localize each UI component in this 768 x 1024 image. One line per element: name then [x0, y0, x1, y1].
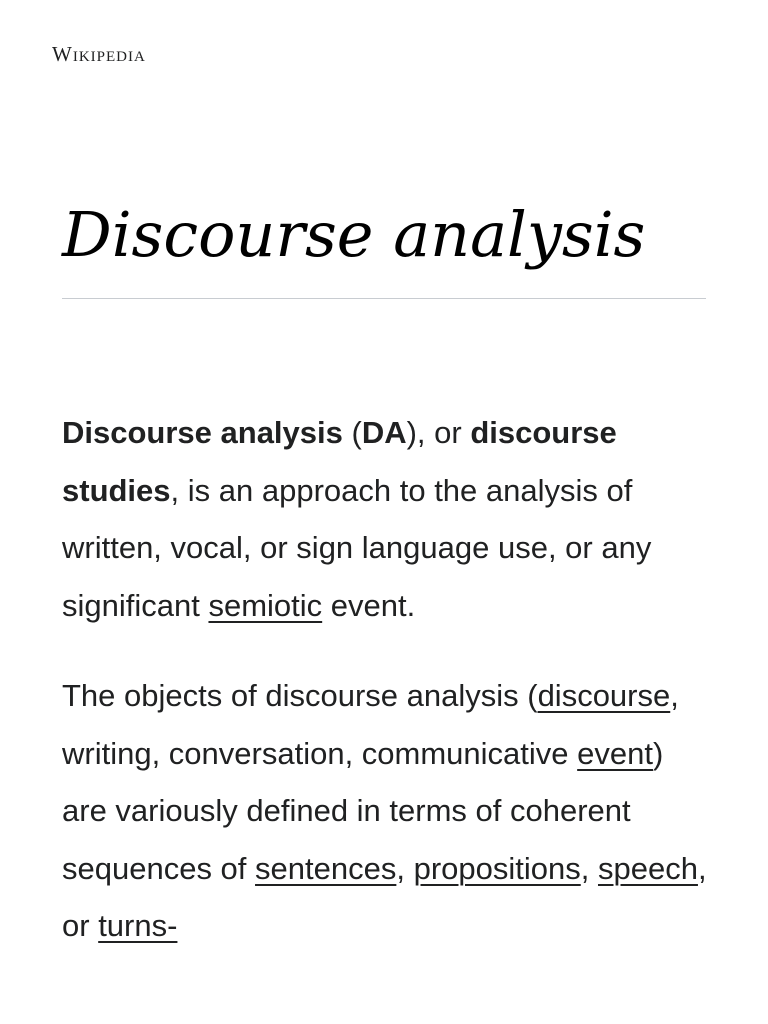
text-segment: ,: [396, 850, 414, 886]
text-segment: The objects of discourse analysis (: [62, 678, 538, 713]
link-propositions[interactable]: propositions: [413, 850, 581, 886]
link-discourse[interactable]: discourse: [537, 678, 671, 713]
text-segment: ), or: [406, 415, 471, 450]
link-turns[interactable]: turns-: [98, 908, 178, 943]
term-discourse-studies: discourse studies: [62, 415, 617, 508]
text-segment: , is an approach to the analysis of written, vocal, or sign language use, or any significant: [62, 472, 652, 623]
link-event[interactable]: event: [577, 735, 653, 771]
page-title: Discourse analysis: [62, 198, 646, 271]
link-speech[interactable]: speech: [597, 850, 698, 886]
term-discourse-analysis: Discourse analysis: [62, 415, 343, 450]
text-segment: , writing, conversation, communicative: [62, 678, 679, 771]
link-semiotic[interactable]: semiotic: [208, 587, 323, 623]
link-sentences[interactable]: sentences: [255, 850, 397, 886]
intro-paragraph: [62, 404, 712, 634]
objects-paragraph: [62, 667, 712, 955]
text-segment: , or: [62, 850, 707, 943]
term-da: DA: [361, 415, 407, 450]
text-segment: event.: [322, 587, 416, 623]
text-segment: (: [342, 415, 362, 450]
article-body: [62, 404, 712, 988]
wikipedia-wordmark[interactable]: Wikipedia: [52, 42, 146, 66]
text-segment: ) are variously defined in terms of coherent sequences of: [62, 735, 664, 886]
title-divider: [62, 298, 706, 299]
text-segment: ,: [580, 850, 598, 886]
